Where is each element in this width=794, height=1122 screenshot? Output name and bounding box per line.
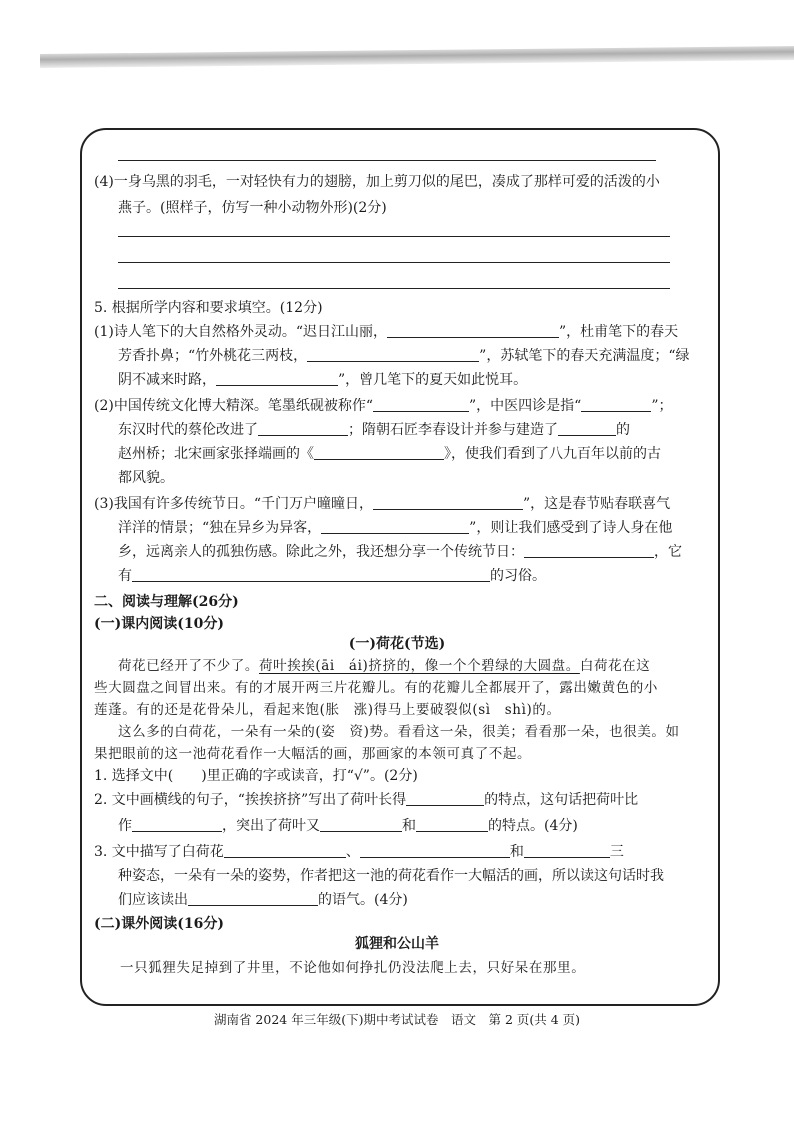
underlined-sentence: 荷叶挨挨(āi ái)挤挤的，像一个个碧绿的大圆盘。	[259, 658, 580, 674]
blank[interactable]	[188, 891, 318, 906]
text: (3)我国有许多传统节日。“千门万户曈曈日，	[94, 496, 373, 512]
passage1-line1	[118, 656, 650, 676]
q5-1-line1	[94, 322, 678, 342]
text: 有	[118, 568, 132, 584]
blank[interactable]	[524, 543, 654, 558]
blank[interactable]	[524, 843, 610, 858]
text: 的语气。(4分)	[318, 892, 408, 908]
q5-3-line4	[118, 566, 546, 586]
blank[interactable]	[258, 421, 348, 436]
passage1-line5: 果把眼前的这一池荷花看作一大幅活的画，那画家的本领可真了不起。	[94, 746, 532, 762]
blank[interactable]	[558, 421, 616, 436]
text: (1)诗人笔下的大自然格外灵动。“迟日江山丽，	[94, 324, 387, 340]
passage1-line2: 些大圆盘之间冒出来。有的才展开两三片花瓣儿。有的花瓣儿全都展开了，露出嫩黄色的小	[94, 680, 658, 696]
q4-text-line1: (4)一身乌黑的羽毛，一对轻快有力的翅膀，加上剪刀似的尾巴，凑成了那样可爱的活泼的小	[94, 174, 660, 190]
blank[interactable]	[321, 519, 469, 534]
q5-2-line3	[118, 444, 661, 464]
text: ，突出了荷叶又	[222, 818, 320, 834]
page-footer: 湖南省 2024 年三年级(下)期中考试试卷 语文 第 2 页(共 4 页)	[213, 1012, 581, 1027]
blank[interactable]	[416, 817, 488, 832]
text: 们应该读出	[118, 892, 188, 908]
text: ；隋朝石匠李春设计并参与建造了	[348, 422, 558, 438]
text: ”，这是春节贴春联喜气	[523, 496, 671, 512]
text: 洋洋的情景；“独在异乡为异客，	[118, 520, 322, 536]
q5-3-line3	[118, 542, 682, 562]
text: 白荷花在这	[579, 658, 651, 674]
question-3-line3	[118, 890, 408, 910]
text: 荷花已经开了不少了。	[118, 658, 259, 674]
passage2-line1: 一只狐狸失足掉到了井里，不论他如何挣扎仍没法爬上去，只好呆在那里。	[120, 960, 586, 976]
blank[interactable]	[216, 371, 338, 386]
scan-edge-shadow	[40, 46, 794, 68]
text: 芳香扑鼻；“竹外桃花三两枝，	[118, 348, 308, 364]
question-3-line2: 种姿态，一朵有一朵的姿势，作者把这一池的荷花看作一大幅活的画，所以读这句话时我	[118, 868, 664, 884]
q5-3-line1	[94, 494, 670, 514]
question-2-line2	[118, 816, 578, 836]
blank[interactable]	[387, 323, 559, 338]
q5-2-line4: 都风貌。	[118, 470, 174, 486]
answer-line[interactable]	[118, 288, 670, 289]
text: 、	[345, 844, 360, 860]
blank[interactable]	[132, 567, 490, 582]
text: 和	[509, 844, 524, 860]
blank[interactable]	[132, 817, 222, 832]
blank[interactable]	[360, 843, 510, 858]
text: 阴不减来时路，	[118, 372, 216, 388]
text: ”，杜甫笔下的春天	[559, 324, 679, 340]
passage1-title: (一)荷花(节选)	[348, 636, 446, 652]
answer-line[interactable]	[118, 236, 670, 237]
q5-2-line2	[118, 420, 630, 440]
passage1-line3: 莲蓬。有的还是花骨朵儿，看起来饱(胀 涨)得马上要破裂似(sì shì)的。	[94, 702, 561, 718]
text: 》，使我们看到了八九百年以前的古	[444, 446, 661, 462]
blank[interactable]	[320, 817, 402, 832]
question-2-line1	[94, 790, 638, 810]
answer-line	[118, 160, 656, 161]
blank[interactable]	[406, 791, 484, 806]
text: ”，则让我们感受到了诗人身在他	[469, 520, 673, 536]
blank[interactable]	[224, 843, 346, 858]
text: (2)中国传统文化博大精深。笔墨纸砚被称作“	[94, 398, 373, 414]
text: ，它	[654, 544, 682, 560]
blank[interactable]	[373, 397, 469, 412]
q5-1-line3	[118, 370, 527, 390]
text: ”，苏轼笔下的春天充满温度；“绿	[479, 348, 690, 364]
answer-line[interactable]	[118, 262, 670, 263]
blank[interactable]	[307, 347, 479, 362]
section-2-title: 二、阅读与理解(26分)	[94, 594, 239, 610]
section-2-1-title: (一)课内阅读(10分)	[94, 616, 224, 632]
passage1-line4: 这么多的白荷花，一朵有一朵的(姿 资)势。看看这一朵，很美；看看那一朵，也很美。如	[118, 724, 680, 740]
text: 三	[609, 844, 624, 860]
blank[interactable]	[314, 445, 444, 460]
text: 乡，远离亲人的孤独伤感。除此之外，我还想分享一个传统节日：	[118, 544, 524, 560]
blank[interactable]	[373, 495, 523, 510]
text: 的	[616, 422, 630, 438]
text: 的习俗。	[490, 568, 546, 584]
q5-1-line2	[118, 346, 690, 366]
q4-text-line2: 燕子。(照样子，仿写一种小动物外形)(2分)	[118, 200, 387, 216]
q5-3-line2	[118, 518, 672, 538]
text: 3. 文中描写了白荷花	[94, 844, 224, 860]
text: 的特点。(4分)	[488, 818, 578, 834]
q5-2-line1	[94, 396, 673, 416]
text: 东汉时代的蔡伦改进了	[118, 422, 258, 438]
text: 作	[118, 818, 132, 834]
text: 赵州桥；北宋画家张择端画的《	[118, 446, 314, 462]
text: ”；	[651, 398, 673, 414]
text: ”，曾几笔下的夏天如此悦耳。	[338, 372, 528, 388]
text: 的特点，这句话把荷叶比	[484, 792, 639, 808]
text: ”，中医四诊是指“	[469, 398, 582, 414]
text: 2. 文中画横线的句子，“挨挨挤挤”写出了荷叶长得	[94, 792, 407, 808]
section-2-2-title: (二)课外阅读(16分)	[94, 916, 224, 932]
question-1: 1. 选择文中( )里正确的字或读音，打“√”。(2分)	[94, 768, 418, 784]
text: 和	[402, 818, 416, 834]
question-3-line1	[94, 842, 624, 862]
blank[interactable]	[581, 397, 651, 412]
q5-title: 5. 根据所学内容和要求填空。(12分)	[94, 300, 323, 316]
passage2-title: 狐狸和公山羊	[355, 936, 439, 952]
